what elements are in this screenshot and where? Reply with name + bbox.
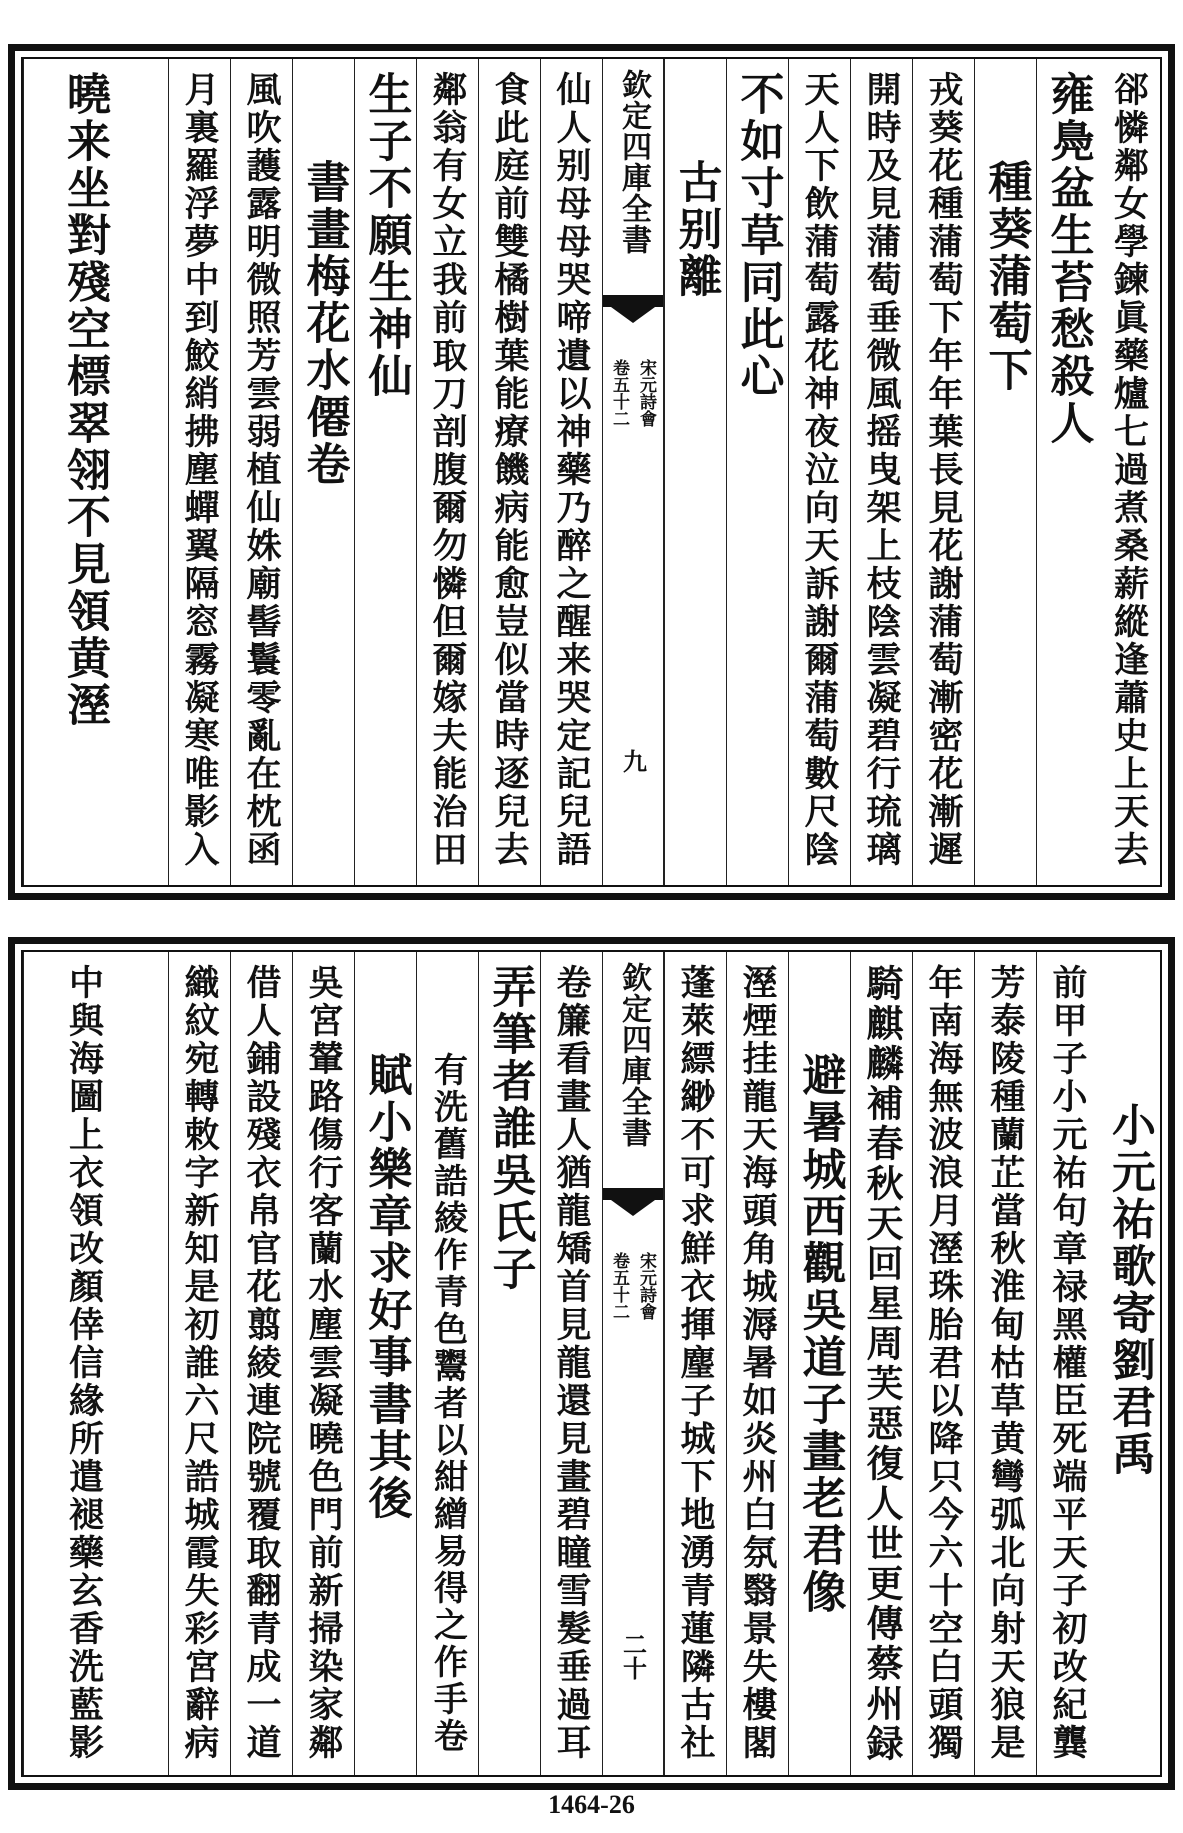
top-col-9 [540, 59, 602, 885]
column-text: 吳宮輦路傷行客蘭水塵雲凝曉色門前新掃染家鄰 [303, 964, 344, 1762]
top-col-15 [168, 59, 230, 885]
fish-tail-mark [603, 1188, 663, 1224]
column-text: 開時及見蒲萄垂微風摇曳架上枝陰雲凝碧行琉璃 [861, 71, 902, 869]
column-text: 月裏羅浮夢中到鮫綃拂塵蟬翼隔窓霧凝寒唯影入 [179, 71, 220, 869]
top-col-10 [478, 59, 540, 885]
column-text: 古别離 [670, 159, 722, 300]
column-text: 食此庭前雙橘樹葉能療饑病能愈豈似當時逐兒去 [489, 71, 530, 869]
bottom-col-16 [23, 952, 168, 1775]
column-text: 曉来坐對殘空標翠翎不見領黄溼 [59, 71, 110, 729]
top-col-7 [726, 59, 788, 885]
fish-tail-mark [603, 295, 663, 331]
top-col-14 [230, 59, 292, 885]
column-text: 溼煙挂龍天海頭角城溽暑如炎州白氛翳景失樓閣 [737, 964, 778, 1762]
column-text: 騎麒麟補春秋天回星周芙惡復人世更傳蔡州録 [860, 964, 904, 1764]
bottom-col-5 [850, 952, 912, 1775]
top-col-11 [416, 59, 478, 885]
collection-name: 宋元詩會 [636, 1252, 656, 1320]
bottom-page-frame [21, 950, 1162, 1777]
volume-number: 卷五十二 [609, 359, 629, 427]
page-number: 九 [618, 749, 648, 773]
volume-number: 卷五十二 [609, 1252, 629, 1320]
column-text: 風吹䕶露明微照芳雲弱植仙姝廟髻鬟零亂在枕函 [241, 71, 282, 869]
column-text: 郤憐鄰女學鍊眞藥爐七過煮桑薪縱逢蕭史上天去 [1108, 71, 1150, 869]
top-banxin [602, 59, 664, 885]
column-text: 前甲子小元祐句章禄黑權臣死端平天子初改紀龔 [1047, 964, 1088, 1762]
bottom-col-6 [788, 952, 850, 1775]
column-text: 織紋宛轉敕字新知是初誰六尺誥城霞失彩宮辭病 [179, 964, 220, 1762]
book-title: 欽定四庫全書 [616, 69, 651, 255]
top-col-5 [850, 59, 912, 885]
column-text: 蓬萊縹緲不可求鮮衣揮麈子城下地湧青蓮隣古社 [675, 964, 716, 1762]
top-page [8, 44, 1175, 900]
column-text: 戎葵花種蒲萄下年年葉長見花謝蒲萄漸密花漸遲 [923, 71, 964, 869]
column-text: 借人鋪設殘衣帛官花翦綾連院號覆取翻青成一道 [241, 964, 282, 1762]
top-col-1 [1098, 59, 1160, 885]
column-text: 有洗舊誥綾作青色鬻者以紺繒易得之作手卷 [427, 1052, 468, 1755]
top-col-12 [354, 59, 416, 885]
collection-name: 宋元詩會 [636, 359, 656, 427]
column-text: 雍鳧盆生苔愁殺人 [1042, 71, 1094, 447]
bottom-col-3 [974, 952, 1036, 1775]
top-col-2 [1036, 59, 1098, 885]
column-text: 避暑城西觀吳道子畫老君像 [794, 1052, 846, 1616]
bottom-col-2 [1036, 952, 1098, 1775]
bottom-banxin [602, 952, 664, 1775]
bottom-col-1 [1098, 952, 1160, 1775]
column-text: 年南海無波浪月溼珠胎君以降只今六十空白頭獨 [923, 964, 964, 1762]
bottom-col-15 [168, 952, 230, 1775]
bottom-col-14 [230, 952, 292, 1775]
column-text: 不如寸草同此心 [732, 71, 784, 400]
column-text: 卷簾看畫人猶龍矯首見龍還見畫碧瞳雪髮垂過耳 [551, 964, 592, 1762]
book-title: 欽定四庫全書 [616, 962, 651, 1148]
top-col-6 [788, 59, 850, 885]
top-page-frame [21, 57, 1162, 887]
juan-label [603, 359, 663, 427]
column-text: 中與海圖上衣領改顏倖信緣所遣褪藥玄香洗藍影 [63, 964, 105, 1762]
column-text: 芳泰陵種蘭芷當秋淮甸枯草黄彎弧北向射天狼是 [985, 964, 1026, 1762]
column-text: 仙人别母母哭啼遺以神藥乃醉之醒来哭定記兒語 [551, 71, 592, 869]
bottom-col-12 [354, 952, 416, 1775]
bottom-col-11 [416, 952, 478, 1775]
column-text: 生子不願生神仙 [360, 71, 412, 400]
column-text: 書畫梅花水僊卷 [298, 159, 350, 488]
bottom-col-9 [540, 952, 602, 1775]
column-text: 弄筆者誰吳氏子 [484, 964, 536, 1293]
top-col-8 [664, 59, 726, 885]
column-text: 賦小樂章求好事書其後 [360, 1052, 412, 1522]
page-number: 二十 [618, 1632, 648, 1680]
top-col-16 [23, 59, 168, 885]
top-col-4 [912, 59, 974, 885]
bottom-col-13 [292, 952, 354, 1775]
top-col-13 [292, 59, 354, 885]
column-text: 種葵蒲萄下 [980, 159, 1032, 394]
juan-label [603, 1252, 663, 1320]
top-col-3 [974, 59, 1036, 885]
bottom-col-7 [726, 952, 788, 1775]
bottom-col-8 [664, 952, 726, 1775]
bottom-page [8, 937, 1175, 1790]
column-text: 鄰翁有女立我前取刀剖腹爾勿憐但爾嫁夫能治田 [427, 71, 468, 869]
column-text: 天人下飲蒲萄露花神夜泣向天訴謝爾蒲萄數尺陰 [799, 71, 840, 869]
bottom-col-4 [912, 952, 974, 1775]
bottom-col-10 [478, 952, 540, 1775]
column-text: 小元祐歌寄劉君禹 [1104, 1102, 1155, 1478]
page-footer-number: 1464-26 [548, 1790, 635, 1819]
